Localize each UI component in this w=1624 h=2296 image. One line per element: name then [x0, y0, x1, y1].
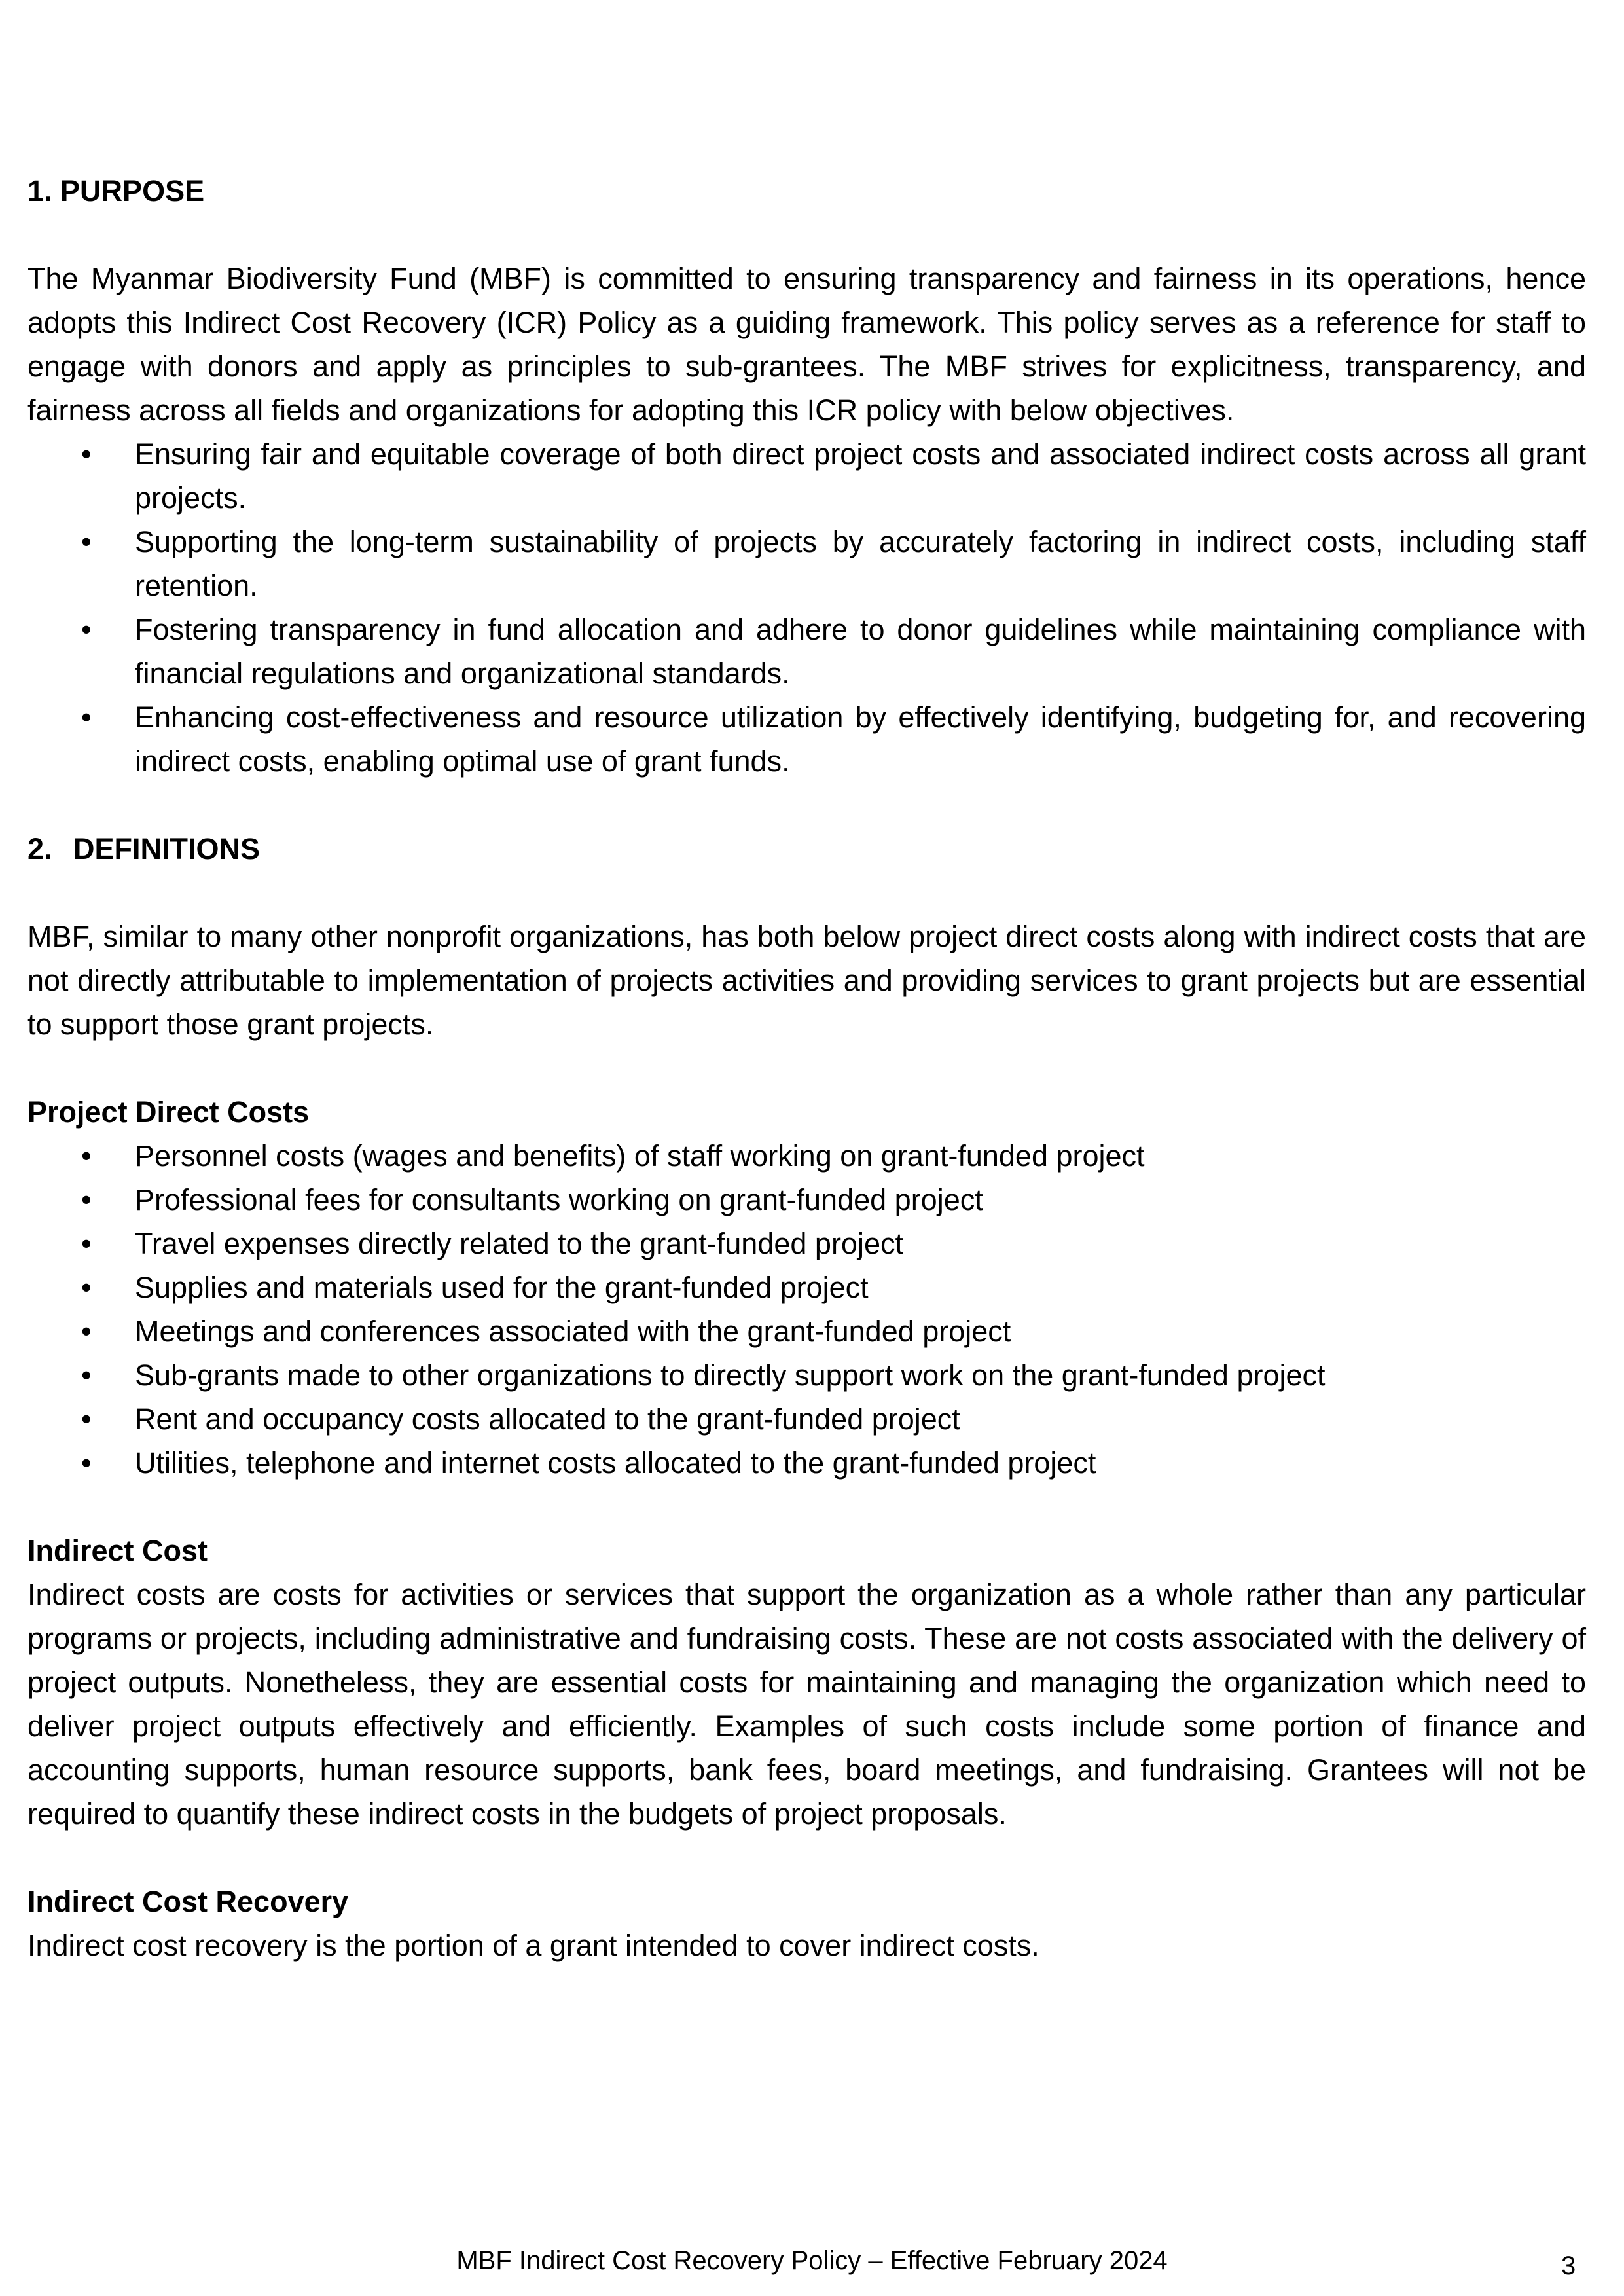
list-item-text: Travel expenses directly related to the grant-funded project: [135, 1227, 903, 1260]
section-title: PURPOSE: [60, 174, 205, 208]
direct-costs-list: [27, 1134, 1586, 1485]
list-item: [27, 1397, 1586, 1441]
list-item-text: Meetings and conferences associated with the grant-funded project: [135, 1315, 1011, 1348]
page-footer: [0, 2239, 1624, 2283]
list-item-text: Enhancing cost-effectiveness and resource utilization by effectively identifying, budgeting for, and recovering indirect costs, enabling optimal use of grant funds.: [135, 701, 1586, 778]
bullet-icon: •: [81, 1271, 92, 1304]
list-item: [27, 1353, 1586, 1397]
bullet-icon: •: [81, 525, 92, 558]
bullet-icon: •: [81, 1358, 92, 1392]
subheading-indirect-cost: Indirect Cost: [27, 1534, 208, 1567]
list-item: [27, 1134, 1586, 1178]
list-item-text: Fostering transparency in fund allocation and adhere to donor guidelines while maintaining compliance with financial regulations and organizational standards.: [135, 613, 1586, 690]
list-item-text: Personnel costs (wages and benefits) of staff working on grant-funded project: [135, 1139, 1145, 1173]
section-heading-definitions: [27, 827, 1586, 871]
list-item-text: Supporting the long-term sustainability of projects by accurately factoring in indirect costs, including staff retention.: [135, 525, 1586, 602]
list-item: [27, 695, 1586, 783]
bullet-icon: •: [81, 1139, 92, 1173]
section-heading-purpose: [27, 169, 1586, 213]
list-item-text: Rent and occupancy costs allocated to the grant-funded project: [135, 1402, 960, 1436]
subheading-indirect-cost-recovery: Indirect Cost Recovery: [27, 1885, 349, 1918]
bullet-icon: •: [81, 1315, 92, 1348]
bullet-icon: •: [81, 613, 92, 646]
indirect-cost-paragraph: Indirect costs are costs for activities or services that support the organization as a whole rather than any particular programs or projects, including administrative and fundraising costs. These are not costs associated with the delivery of project outputs. Nonetheless, they are essential costs for maintaining and managing the organization which need to deliver project outputs effectively and efficiently. Examples of such costs include some portion of finance and accounting supports, human resource supports, bank fees, board meetings, and fundraising. Grantees will not be required to quantify these indirect costs in the budgets of project proposals.: [27, 1578, 1586, 1831]
list-item-text: Sub-grants made to other organizations to directly support work on the grant-funded project: [135, 1358, 1326, 1392]
list-item-text: Utilities, telephone and internet costs allocated to the grant-funded project: [135, 1446, 1096, 1480]
definitions-paragraph: MBF, similar to many other nonprofit organizations, has both below project direct costs along with indirect costs that are not directly attributable to implementation of projects activities and providing services to grant projects but are essential to support those grant projects.: [27, 920, 1586, 1041]
section-number: 1.: [27, 174, 52, 208]
footer-text: MBF Indirect Cost Recovery Policy – Effective February 2024: [456, 2246, 1168, 2275]
bullet-icon: •: [81, 1402, 92, 1436]
list-item-text: Ensuring fair and equitable coverage of both direct project costs and associated indirect costs across all grant projects.: [135, 437, 1586, 515]
purpose-paragraph: The Myanmar Biodiversity Fund (MBF) is committed to ensuring transparency and fairness in its operations, hence adopts this Indirect Cost Recovery (ICR) Policy as a guiding framework. This policy serves as a reference for staff to engage with donors and apply as principles to sub-grantees. The MBF strives for explicitness, transparency, and fairness across all fields and organizations for adopting this ICR policy with below objectives.: [27, 262, 1586, 427]
bullet-icon: •: [81, 1183, 92, 1216]
subheading-project-direct-costs: Project Direct Costs: [27, 1095, 310, 1129]
bullet-icon: •: [81, 437, 92, 471]
list-item-text: Supplies and materials used for the grant-funded project: [135, 1271, 869, 1304]
section-number: 2.: [27, 832, 52, 866]
list-item: [27, 1178, 1586, 1222]
list-item: [27, 608, 1586, 695]
bullet-icon: •: [81, 1227, 92, 1260]
document-page: [27, 169, 1586, 1967]
page-number: 3: [1561, 2251, 1576, 2280]
bullet-icon: •: [81, 1446, 92, 1480]
list-item: [27, 1309, 1586, 1353]
list-item: [27, 1441, 1586, 1485]
bullet-icon: •: [81, 701, 92, 734]
list-item: [27, 1266, 1586, 1309]
section-title: DEFINITIONS: [73, 832, 261, 866]
purpose-objectives-list: [27, 432, 1586, 783]
list-item: [27, 520, 1586, 608]
list-item: [27, 432, 1586, 520]
indirect-cost-recovery-paragraph: Indirect cost recovery is the portion of a grant intended to cover indirect costs.: [27, 1929, 1039, 1962]
list-item-text: Professional fees for consultants working on grant-funded project: [135, 1183, 983, 1216]
list-item: [27, 1222, 1586, 1266]
